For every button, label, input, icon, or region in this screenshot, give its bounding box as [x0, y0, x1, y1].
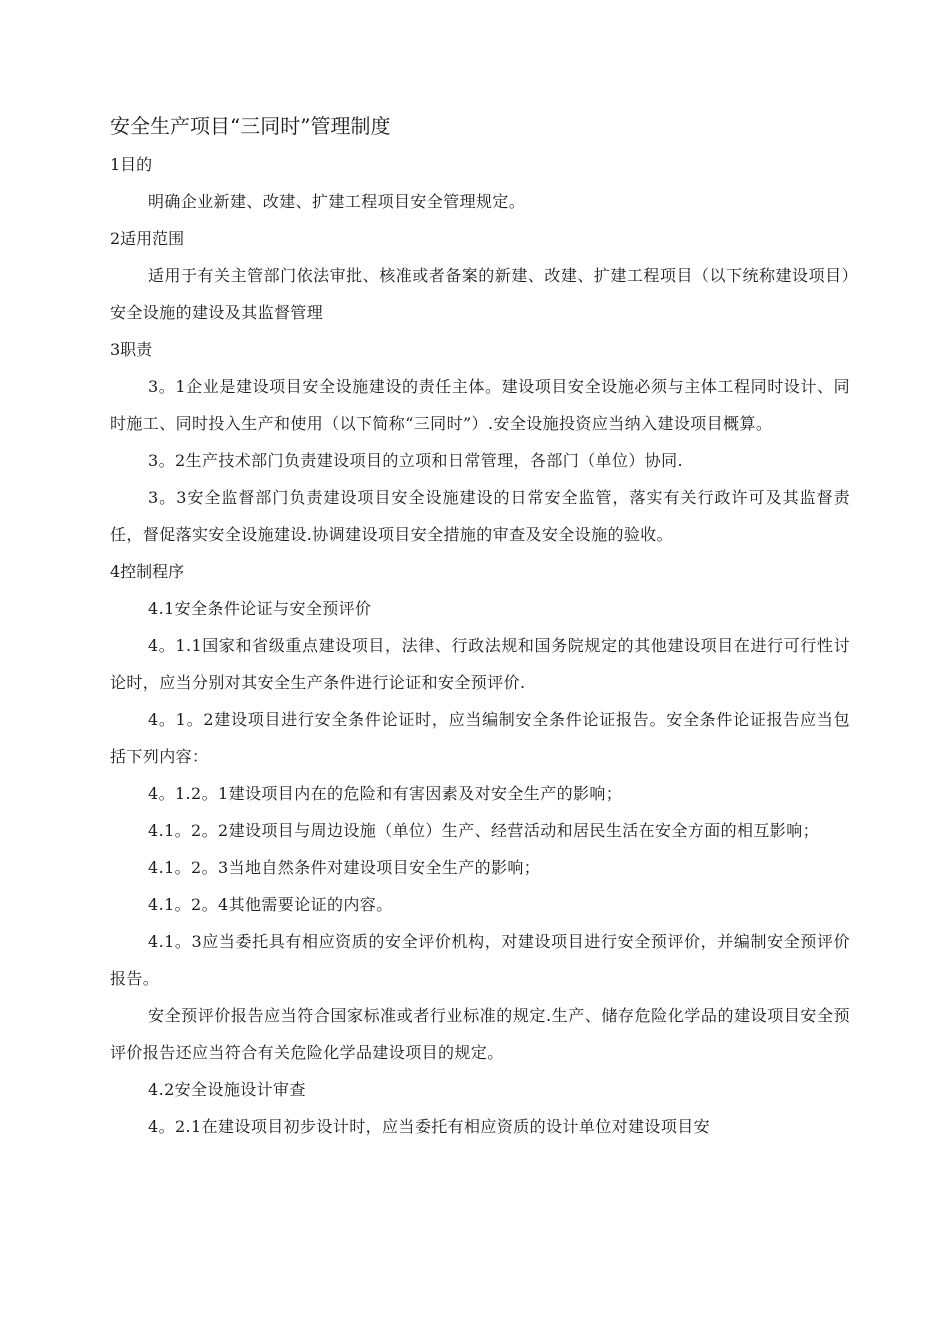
body-paragraph: 3。1企业是建设项目安全设施建设的责任主体。建设项目安全设施必须与主体工程同时设计、同时施工、同时投入生产和使用（以下简称“三同时”）.安全设施投资应当纳入建设项目概算。: [110, 377, 850, 433]
section-heading: 2适用范围: [110, 229, 185, 248]
list-item: 4.1。2。4其他需要论证的内容。: [148, 895, 393, 914]
section-heading: 1目的: [110, 155, 153, 174]
section-heading: 3职责: [110, 340, 153, 359]
body-paragraph: 4。1.1国家和省级重点建设项目，法律、行政法规和国务院规定的其他建设项目在进行可行性讨论时，应当分别对其安全生产条件进行论证和安全预评价.: [110, 636, 850, 692]
subsection-heading: 4.2安全设施设计审查: [148, 1080, 306, 1099]
section-heading: 4控制程序: [110, 562, 185, 581]
document-page: [110, 108, 850, 1145]
body-paragraph: 适用于有关主管部门依法审批、核准或者备案的新建、改建、扩建工程项目（以下统称建设项目）安全设施的建设及其监督管理: [110, 266, 850, 322]
body-paragraph: 明确企业新建、改建、扩建工程项目安全管理规定。: [148, 192, 526, 211]
body-paragraph: 4。2.1在建设项目初步设计时，应当委托有相应资质的设计单位对建设项目安: [148, 1117, 711, 1136]
body-paragraph: 安全预评价报告应当符合国家标准或者行业标准的规定.生产、储存危险化学品的建设项目安全预评价报告还应当符合有关危险化学品建设项目的规定。: [110, 1006, 850, 1062]
body-paragraph: 4。1。2建设项目进行安全条件论证时，应当编制安全条件论证报告。安全条件论证报告应当包括下列内容：: [110, 710, 850, 766]
body-paragraph: 4.1。3应当委托具有相应资质的安全评价机构，对建设项目进行安全预评价，并编制安全预评价报告。: [110, 932, 850, 988]
document-title: 安全生产项目“三同时”管理制度: [110, 114, 391, 138]
list-item: 4。1.2。1建设项目内在的危险和有害因素及对安全生产的影响；: [148, 784, 623, 803]
list-item: 4.1。2。3当地自然条件对建设项目安全生产的影响；: [148, 858, 541, 877]
subsection-heading: 4.1安全条件论证与安全预评价: [148, 599, 372, 618]
body-paragraph: 3。3安全监督部门负责建设项目安全设施建设的日常安全监管，落实有关行政许可及其监督责任，督促落实安全设施建设.协调建设项目安全措施的审查及安全设施的验收。: [110, 488, 850, 544]
list-item: 4.1。2。2建设项目与周边设施（单位）生产、经营活动和居民生活在安全方面的相互影响；: [148, 821, 820, 840]
body-paragraph: 3。2生产技术部门负责建设项目的立项和日常管理，各部门（单位）协同.: [148, 451, 684, 470]
